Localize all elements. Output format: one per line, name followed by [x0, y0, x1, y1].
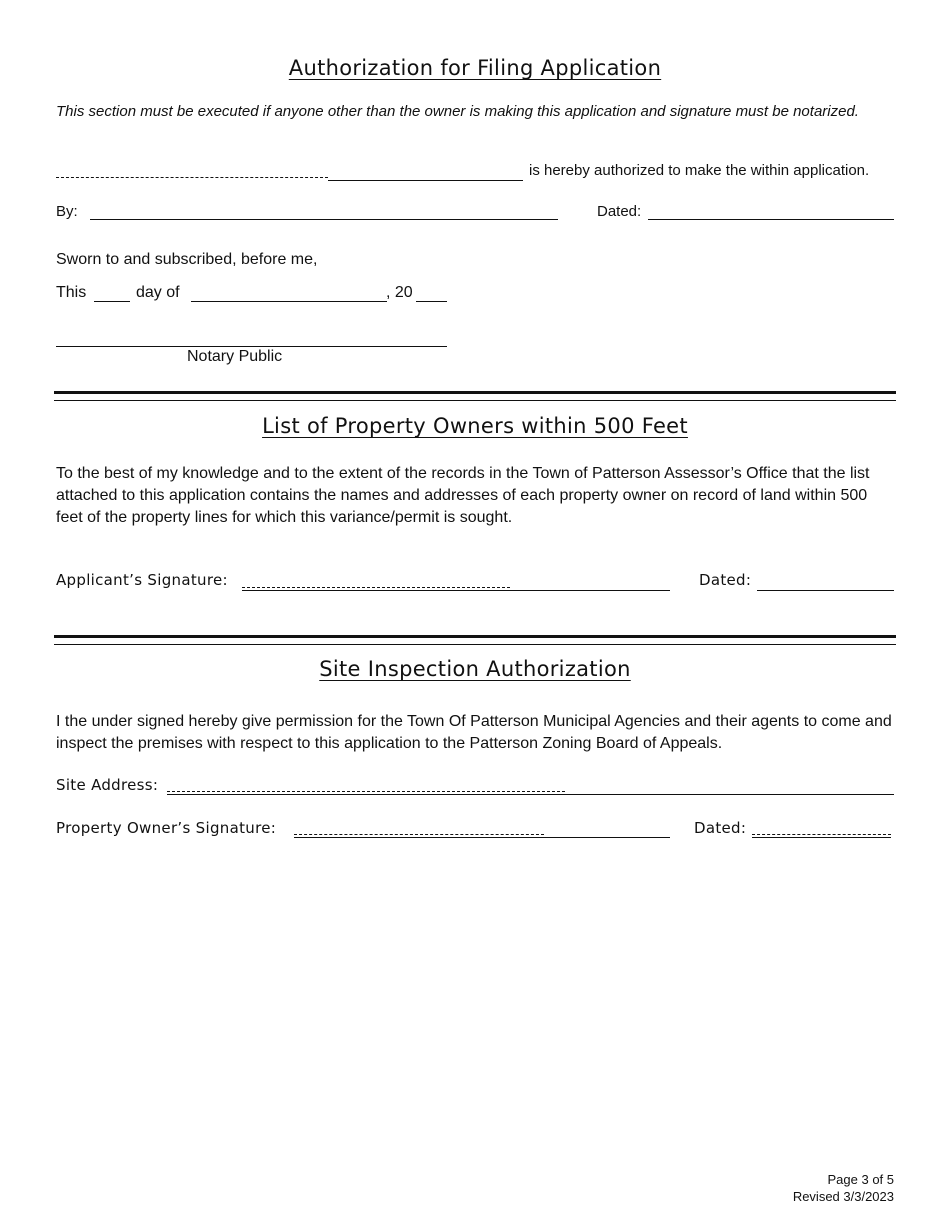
site-address-field[interactable]: [167, 791, 565, 792]
auth-dated-label: Dated:: [597, 203, 642, 220]
authorized-person-field-ext[interactable]: [328, 180, 523, 181]
site-address-field-ext[interactable]: [167, 794, 894, 795]
auth-section-title: Authorization for Filing Application: [288, 56, 662, 80]
day-of-label: day of: [136, 284, 180, 301]
applicant-signature-field-ext[interactable]: [242, 590, 670, 591]
by-signature-field[interactable]: [90, 219, 558, 220]
owners-dated-label: Dated:: [699, 571, 752, 589]
authorized-person-field[interactable]: [56, 177, 328, 178]
owner-signature-label: Property Owner’s Signature:: [56, 819, 277, 837]
page-number: Page 3 of 5: [827, 1172, 894, 1187]
site-address-label: Site Address:: [56, 776, 159, 794]
month-field[interactable]: [191, 301, 387, 302]
applicant-signature-field[interactable]: [242, 587, 510, 588]
authorized-text: is hereby authorized to make the within application.: [529, 162, 870, 179]
sworn-text: Sworn to and subscribed, before me,: [56, 251, 318, 268]
day-field[interactable]: [94, 301, 130, 302]
site-body: I the under signed hereby give permission for the Town Of Patterson Municipal Agencies and their agents to come and inspect the premises with respect to this application to the Patterson Zoning Board of Appeals.: [56, 713, 892, 752]
year-field[interactable]: [416, 301, 447, 302]
year-label: , 20: [386, 284, 413, 301]
notary-signature-field[interactable]: [56, 346, 447, 347]
site-section-title: Site Inspection Authorization: [319, 657, 631, 681]
applicant-signature-label: Applicant’s Signature:: [56, 571, 228, 589]
owner-signature-field[interactable]: [294, 834, 544, 835]
section-divider: [54, 391, 896, 401]
notary-label: Notary Public: [187, 348, 283, 365]
owners-section-title: List of Property Owners within 500 Feet: [262, 414, 688, 438]
auth-dated-field[interactable]: [648, 219, 894, 220]
site-dated-field[interactable]: [752, 834, 891, 835]
site-dated-field-ext[interactable]: [752, 837, 891, 838]
site-dated-label: Dated:: [694, 819, 747, 837]
this-label: This: [56, 284, 87, 301]
section-divider: [54, 635, 896, 645]
revised-date: Revised 3/3/2023: [792, 1189, 894, 1204]
by-label: By:: [56, 203, 78, 220]
auth-note: This section must be executed if anyone other than the owner is making this application and signature must be notarized.: [56, 103, 859, 120]
owners-dated-field[interactable]: [757, 590, 894, 591]
owner-signature-field-ext[interactable]: [294, 837, 670, 838]
owners-body: To the best of my knowledge and to the extent of the records in the Town of Patterson Assessor’s Office that the list attached to this application contains the names and addresses of each property owner on record of land within 500 feet of the property lines for which this variance/permit is sought.: [56, 465, 870, 526]
